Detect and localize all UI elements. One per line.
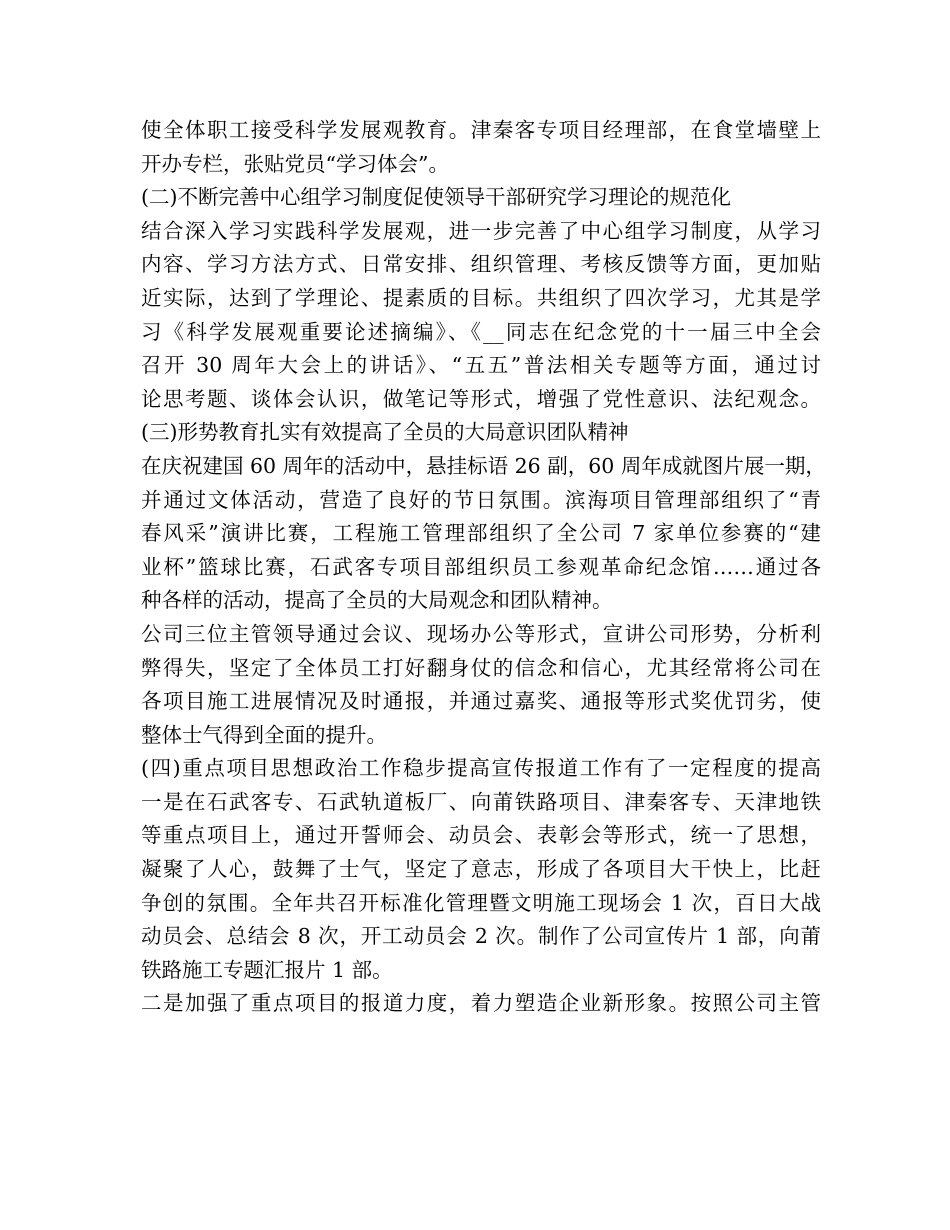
text-line: 弊得失，坚定了全体员工打好翻身仗的信念和信心，尤其经常将公司在	[141, 655, 821, 680]
text-line: 动员会、总结会 8 次，开工动员会 2 次。制作了公司宣传片 1 部，向莆	[141, 924, 821, 949]
text-line: 春风采”演讲比赛，工程施工管理部组织了全公司 7 家单位参赛的“建	[141, 521, 821, 546]
text-line: 业杯”篮球比赛，石武客专项目部组织员工参观革命纪念馆……通过各	[141, 554, 821, 579]
text-line: 论思考题、谈体会认识，做笔记等形式，增强了党性意识、法纪观念。	[141, 386, 821, 411]
text-line: 各项目施工进展情况及时通报，并通过嘉奖、通报等形式奖优罚劣，使	[141, 689, 821, 714]
text-line: 结合深入学习实践科学发展观，进一步完善了中心组学习制度，从学习	[141, 218, 821, 243]
text-line: 等重点项目上，通过开誓师会、动员会、表彰会等形式，统一了思想，	[141, 823, 821, 848]
text-line: 在庆祝建国 60 周年的活动中，悬挂标语 26 副，60 周年成就图片展一期，	[141, 453, 826, 478]
text-line: 铁路施工专题汇报片 1 部。	[141, 957, 393, 982]
text-line: 内容、学习方法方式、日常安排、组织管理、考核反馈等方面，更加贴	[141, 252, 821, 277]
text-line: 使全体职工接受科学发展观教育。津秦客专项目经理部，在食堂墙壁上	[141, 118, 821, 142]
text-line: 召开 30 周年大会上的讲话》、“五五”普法相关专题等方面，通过讨	[141, 353, 821, 378]
document-body	[141, 114, 826, 1021]
text-line: 一是在石武客专、石武轨道板厂、向莆铁路项目、津秦客专、天津地铁	[141, 789, 821, 814]
section-heading: (三)形势教育扎实有效提高了全员的大局意识团队精神	[141, 420, 629, 445]
text-line: 习《科学发展观重要论述摘编》、《__同志在纪念党的十一届三中全会	[141, 319, 821, 344]
text-line: 种各样的活动，提高了全员的大局观念和团队精神。	[141, 588, 613, 613]
text-line: 并通过文体活动，营造了良好的节日氛围。滨海项目管理部组织了“青	[141, 487, 821, 512]
section-heading: (二)不断完善中心组学习制度促使领导干部研究学习理论的规范化	[141, 185, 731, 210]
text-line: 凝聚了人心，鼓舞了士气，坚定了意志，形成了各项目大干快上，比赶	[141, 857, 821, 882]
text-line: 整体士气得到全面的提升。	[141, 722, 387, 747]
section-heading: (四)重点项目思想政治工作稳步提高宣传报道工作有了一定程度的提高	[141, 756, 821, 781]
text-line: 近实际，达到了学理论、提素质的目标。共组织了四次学习，尤其是学	[141, 285, 821, 310]
text-line: 争创的氛围。全年共召开标准化管理暨文明施工现场会 1 次，百日大战	[141, 890, 821, 915]
text-line: 二是加强了重点项目的报道力度，着力塑造企业新形象。按照公司主管	[141, 991, 821, 1016]
text-line: 开办专栏，张贴党员“学习体会”。	[141, 151, 449, 176]
text-line: 公司三位主管领导通过会议、现场办公等形式，宣讲公司形势，分析利	[141, 621, 821, 646]
